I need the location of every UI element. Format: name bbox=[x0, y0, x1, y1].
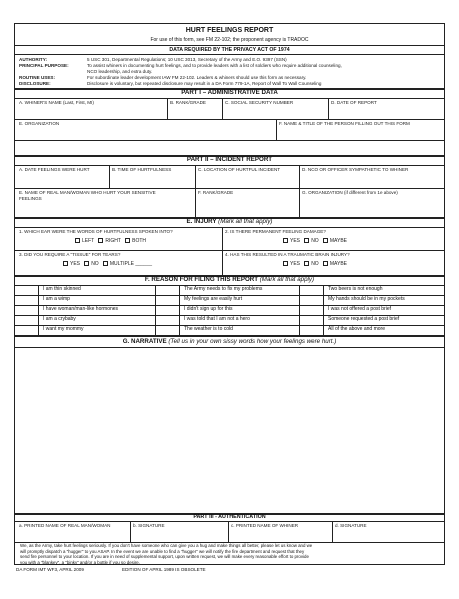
brain-injury-question: 4. HAS THIS RESULTED IN A TRAUMATIC BRAIN INJURY? bbox=[225, 252, 350, 257]
sympathetic-nco-field[interactable]: D. NCO OR OFFICER SYMPATHETIC TO WHINER bbox=[302, 167, 409, 172]
form-title: HURT FEELINGS REPORT bbox=[185, 27, 274, 34]
damage-no-label: NO bbox=[311, 237, 319, 244]
injury-title-note: (Mark all that apply) bbox=[218, 218, 273, 225]
privacy-act-heading: DATA REQUIRED BY THE PRIVACY ACT OF 1974 bbox=[169, 47, 290, 53]
reason-col1-checkboxes[interactable] bbox=[15, 285, 39, 335]
brain-yes-label: YES bbox=[290, 260, 301, 267]
brain-no-label: NO bbox=[311, 260, 319, 267]
both-ears-label: BOTH bbox=[132, 237, 147, 244]
brain-injury-options bbox=[283, 261, 347, 267]
hugger-statement-line-2: will promptly dispatch a "hugger" to you ASAP. In the event we are unable to find a "hugger" we will notify the fire department and request that they bbox=[20, 548, 305, 554]
damage-maybe-label: MAYBE bbox=[329, 237, 347, 244]
tissue-no-label: NO bbox=[91, 260, 99, 267]
reason-heading bbox=[15, 276, 444, 284]
reason-hormones: I have woman/man-like hormones bbox=[43, 306, 119, 312]
hurt-feelings-form bbox=[14, 23, 445, 565]
brain-maybe-label: MAYBE bbox=[329, 260, 347, 267]
offender-name-field[interactable]: E. NAME OF REAL MAN/WOMAN WHO HURT YOUR SENSITIVE bbox=[19, 190, 156, 195]
reason-not-hero: I was told that I am not a hero bbox=[184, 316, 250, 322]
tissue-multiple-checkbox[interactable] bbox=[103, 261, 108, 266]
reason-easily-hurt: My feelings are easily hurt bbox=[184, 296, 243, 302]
reason-post-brief-requested: Someone requested a post brief bbox=[328, 316, 400, 322]
purpose-text-1: To assist whiners in documenting hurt feelings, and to provide leaders with a list of soldiers who require additional counseling, bbox=[87, 63, 342, 68]
form-use-note: For use of this form, see FM 22-102; the proponent agency is TRADOC bbox=[150, 37, 309, 43]
edition-note: EDITION OF APRIL 1989 IS OBSOLETE bbox=[122, 567, 206, 572]
reason-all-above: All of the above and more bbox=[328, 326, 385, 332]
narrative-textarea[interactable] bbox=[15, 348, 444, 513]
reason-title: F. REASON FOR FILING THIS REPORT bbox=[144, 276, 259, 283]
hurt-location-field[interactable]: C. LOCATION OF HURTFUL INCIDENT bbox=[198, 167, 281, 172]
reason-hands-pockets: My hands should be in my pockets bbox=[328, 296, 405, 302]
part3-heading: PART III - AUTHENTICATION bbox=[193, 514, 266, 520]
damage-question: 2. IS THERE PERMANENT FEELING DAMAGE? bbox=[225, 229, 326, 234]
offender-organization-field[interactable]: G. ORGANIZATION (if different from 1e above) bbox=[302, 190, 398, 195]
tissue-no-checkbox[interactable] bbox=[84, 261, 89, 266]
hugger-statement-line-4: you with a "blankey", a "binky" and/or a bottle if you so desire. bbox=[20, 559, 140, 565]
routine-uses-label: ROUTINE USES: bbox=[19, 75, 55, 80]
disclosure-label: DISCLOSURE: bbox=[19, 81, 51, 86]
injury-title: E. INJURY bbox=[186, 218, 217, 225]
reason-grid bbox=[15, 285, 444, 335]
offender-name-field-cont: FEELINGS bbox=[19, 196, 42, 201]
reason-col3-checkboxes[interactable] bbox=[300, 285, 324, 335]
right-ear-checkbox[interactable] bbox=[98, 238, 103, 243]
part1-heading: PART I – ADMINISTRATIVE DATA bbox=[181, 89, 278, 96]
reason-army-fix: The Army needs to fix my problems bbox=[184, 286, 263, 292]
disclosure-text: Disclosure is voluntary, but repeated disclosure may result in a DA Form 779-1A, Report of Wall To Wall Counseling bbox=[87, 81, 322, 86]
left-ear-checkbox[interactable] bbox=[75, 238, 80, 243]
left-ear-label: LEFT bbox=[82, 237, 95, 244]
tissue-multiple-label: MULTIPLE bbox=[109, 260, 134, 267]
reason-thin-skinned: I am thin skinned bbox=[43, 286, 81, 292]
damage-no-checkbox[interactable] bbox=[304, 238, 309, 243]
reason-weather: The weather is to cold bbox=[184, 326, 233, 332]
tissue-question: 3. DID YOU REQUIRE A "TISSUE" FOR TEARS? bbox=[19, 252, 121, 257]
reason-two-beers: Two beers is not enough bbox=[328, 286, 383, 292]
damage-options bbox=[283, 238, 347, 244]
form-id: DA FORM IMT WF3, APRIL 2009 bbox=[16, 567, 84, 572]
whiner-rank-field[interactable]: B. RANK/GRADE bbox=[170, 100, 206, 105]
injury-heading bbox=[15, 218, 444, 226]
hurt-time-field[interactable]: B. TIME OF HURTFULNESS bbox=[112, 167, 172, 172]
both-ears-checkbox[interactable] bbox=[125, 238, 130, 243]
reason-crybaby: I am a crybaby bbox=[43, 316, 76, 322]
narrative-title: G. NARRATIVE bbox=[122, 338, 167, 345]
reason-mommy: I want my mommy bbox=[43, 326, 84, 332]
real-person-signature-field[interactable]: b. SIGNATURE bbox=[133, 523, 165, 528]
ssn-field[interactable]: C. SOCIAL SECURITY NUMBER bbox=[225, 100, 294, 105]
reason-didnt-sign-up: I didn't sign up for this bbox=[184, 306, 233, 312]
tissue-yes-checkbox[interactable] bbox=[63, 261, 68, 266]
hugger-statement-line-3: send fire personnel to your location. If you are in need of supplemental support, upon written request, we will make every reasonable effort to provide bbox=[20, 554, 309, 560]
reason-no-post-brief: I was not offered a post brief bbox=[328, 306, 392, 312]
narrative-title-note: (Tell us in your own sissy words how your feelings were hurt.) bbox=[168, 338, 337, 345]
purpose-text-2: NCO leadership, and extra duty. bbox=[87, 69, 153, 74]
part2-heading: PART II – INCIDENT REPORT bbox=[186, 156, 273, 163]
hurt-date-field[interactable]: A. DATE FEELINGS WERE HURT bbox=[19, 167, 90, 172]
report-date-field[interactable]: D. DATE OF REPORT bbox=[331, 100, 377, 105]
ear-options bbox=[75, 238, 146, 244]
tissue-options: YES NO MULTIPLE ______ bbox=[63, 261, 152, 267]
reason-wimp: I am a wimp bbox=[43, 296, 70, 302]
whiner-signature-field[interactable]: d. SIGNATURE bbox=[335, 523, 367, 528]
whiner-printed-name-field[interactable]: c. PRINTED NAME OF WHINER bbox=[231, 523, 299, 528]
authority-text: 5 USC 301, Departmental Regulations; 10 USC 3013, Secretary of the Army and E.O. 9397 (SSN) bbox=[87, 57, 287, 62]
ear-question: 1. WHICH EAR WERE THE WORDS OF HURTFULNESS SPOKEN INTO? bbox=[19, 229, 173, 234]
hugger-statement-line-1: We, as the Army, take hurt feelings seriously. If you don't have someone who can give you a hug and make things all better, please let us know and we bbox=[20, 543, 313, 548]
brain-no-checkbox[interactable] bbox=[304, 261, 309, 266]
narrative-heading bbox=[15, 338, 444, 346]
brain-maybe-checkbox[interactable] bbox=[323, 261, 328, 266]
form-filler-field[interactable]: F. NAME & TITLE OF THE PERSON FILLING OUT THIS FORM bbox=[279, 121, 410, 126]
reason-col2-checkboxes[interactable] bbox=[156, 285, 180, 335]
authority-label: AUTHORITY: bbox=[19, 57, 47, 62]
real-person-name-field[interactable]: a. PRINTED NAME OF REAL MAN/WOMAN bbox=[19, 523, 111, 528]
damage-yes-checkbox[interactable] bbox=[283, 238, 288, 243]
brain-yes-checkbox[interactable] bbox=[283, 261, 288, 266]
whiner-name-field[interactable]: A. WHINER'S NAME (Last, First, MI) bbox=[19, 100, 94, 105]
routine-uses-text: For subordinate leader development IAW FM 22-102. Leaders & whiners should use this form as necessary. bbox=[87, 75, 307, 80]
offender-rank-field[interactable]: F. RANK/GRADE bbox=[198, 190, 234, 195]
tissue-yes-label: YES bbox=[70, 260, 81, 267]
reason-title-note: (Mark all that apply) bbox=[259, 276, 315, 283]
damage-maybe-checkbox[interactable] bbox=[323, 238, 328, 243]
purpose-label: PRINCIPAL PURPOSE: bbox=[19, 63, 69, 68]
hugger-statement bbox=[20, 543, 441, 565]
right-ear-label: RIGHT bbox=[105, 237, 121, 244]
organization-field[interactable]: E. ORGANIZATION bbox=[19, 121, 60, 126]
damage-yes-label: YES bbox=[290, 237, 301, 244]
